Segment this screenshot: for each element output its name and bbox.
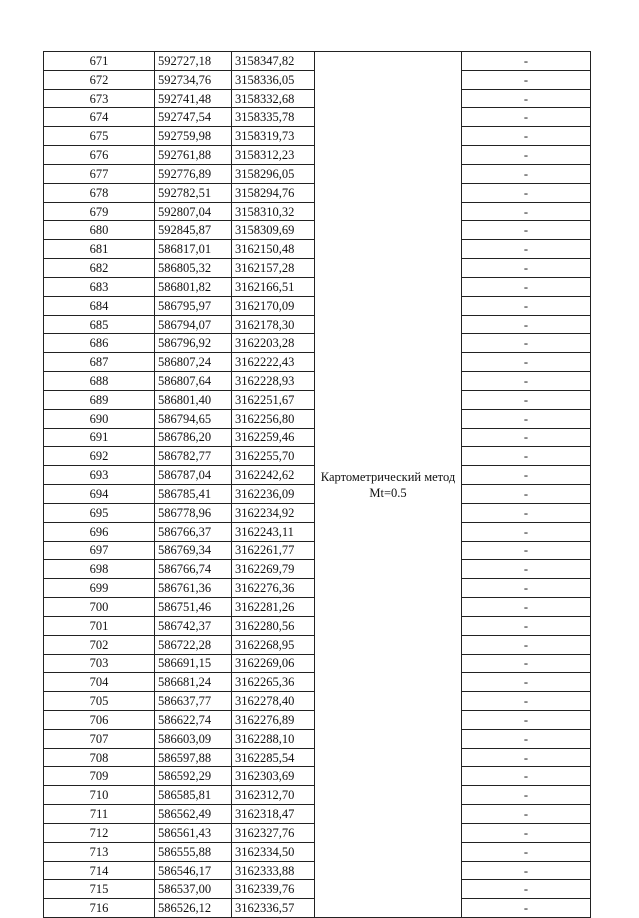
- accuracy-cell: -: [462, 616, 591, 635]
- accuracy-cell: -: [462, 315, 591, 334]
- y-coordinate-cell: 3162255,70: [232, 447, 315, 466]
- point-number-cell: 694: [44, 485, 155, 504]
- x-coordinate-cell: 592747,54: [155, 108, 232, 127]
- accuracy-cell: -: [462, 522, 591, 541]
- point-number-cell: 707: [44, 729, 155, 748]
- accuracy-cell: -: [462, 899, 591, 918]
- point-number-cell: 681: [44, 240, 155, 259]
- point-number-cell: 678: [44, 183, 155, 202]
- point-number-cell: 711: [44, 805, 155, 824]
- y-coordinate-cell: 3162276,36: [232, 579, 315, 598]
- point-number-cell: 695: [44, 503, 155, 522]
- y-coordinate-cell: 3162303,69: [232, 767, 315, 786]
- x-coordinate-cell: 592734,76: [155, 70, 232, 89]
- x-coordinate-cell: 592776,89: [155, 164, 232, 183]
- y-coordinate-cell: 3162170,09: [232, 296, 315, 315]
- y-coordinate-cell: 3162251,67: [232, 390, 315, 409]
- y-coordinate-cell: 3162236,09: [232, 485, 315, 504]
- accuracy-cell: -: [462, 164, 591, 183]
- point-number-cell: 710: [44, 786, 155, 805]
- method-cell: Картометрический метод Mt=0.5: [315, 52, 462, 918]
- x-coordinate-cell: 592782,51: [155, 183, 232, 202]
- accuracy-cell: -: [462, 503, 591, 522]
- accuracy-cell: -: [462, 861, 591, 880]
- y-coordinate-cell: 3162256,80: [232, 409, 315, 428]
- point-number-cell: 680: [44, 221, 155, 240]
- point-number-cell: 674: [44, 108, 155, 127]
- x-coordinate-cell: 592807,04: [155, 202, 232, 221]
- point-number-cell: 706: [44, 710, 155, 729]
- y-coordinate-cell: 3162259,46: [232, 428, 315, 447]
- y-coordinate-cell: 3162318,47: [232, 805, 315, 824]
- x-coordinate-cell: 586561,43: [155, 823, 232, 842]
- x-coordinate-cell: 586537,00: [155, 880, 232, 899]
- point-number-cell: 698: [44, 560, 155, 579]
- accuracy-cell: -: [462, 466, 591, 485]
- point-number-cell: 675: [44, 127, 155, 146]
- x-coordinate-cell: 586751,46: [155, 598, 232, 617]
- y-coordinate-cell: 3162312,70: [232, 786, 315, 805]
- x-coordinate-cell: 586796,92: [155, 334, 232, 353]
- x-coordinate-cell: 586546,17: [155, 861, 232, 880]
- x-coordinate-cell: 586766,74: [155, 560, 232, 579]
- y-coordinate-cell: 3158347,82: [232, 52, 315, 71]
- accuracy-cell: -: [462, 710, 591, 729]
- y-coordinate-cell: 3162288,10: [232, 729, 315, 748]
- accuracy-cell: -: [462, 767, 591, 786]
- x-coordinate-cell: 586782,77: [155, 447, 232, 466]
- x-coordinate-cell: 586742,37: [155, 616, 232, 635]
- point-number-cell: 686: [44, 334, 155, 353]
- y-coordinate-cell: 3162268,95: [232, 635, 315, 654]
- point-number-cell: 683: [44, 277, 155, 296]
- y-coordinate-cell: 3162203,28: [232, 334, 315, 353]
- y-coordinate-cell: 3162228,93: [232, 372, 315, 391]
- accuracy-cell: -: [462, 447, 591, 466]
- y-coordinate-cell: 3158335,78: [232, 108, 315, 127]
- accuracy-cell: -: [462, 428, 591, 447]
- point-number-cell: 679: [44, 202, 155, 221]
- point-number-cell: 704: [44, 673, 155, 692]
- y-coordinate-cell: 3162280,56: [232, 616, 315, 635]
- x-coordinate-cell: 586597,88: [155, 748, 232, 767]
- table-row: [44, 52, 591, 71]
- accuracy-cell: -: [462, 409, 591, 428]
- x-coordinate-cell: 586794,07: [155, 315, 232, 334]
- accuracy-cell: -: [462, 259, 591, 278]
- y-coordinate-cell: 3158332,68: [232, 89, 315, 108]
- point-number-cell: 699: [44, 579, 155, 598]
- accuracy-cell: -: [462, 390, 591, 409]
- point-number-cell: 688: [44, 372, 155, 391]
- x-coordinate-cell: 586766,37: [155, 522, 232, 541]
- y-coordinate-cell: 3158294,76: [232, 183, 315, 202]
- y-coordinate-cell: 3158319,73: [232, 127, 315, 146]
- point-number-cell: 715: [44, 880, 155, 899]
- point-number-cell: 700: [44, 598, 155, 617]
- accuracy-cell: -: [462, 692, 591, 711]
- y-coordinate-cell: 3162150,48: [232, 240, 315, 259]
- y-coordinate-cell: 3162265,36: [232, 673, 315, 692]
- accuracy-cell: -: [462, 880, 591, 899]
- x-coordinate-cell: 586807,24: [155, 353, 232, 372]
- y-coordinate-cell: 3158296,05: [232, 164, 315, 183]
- x-coordinate-cell: 586761,36: [155, 579, 232, 598]
- accuracy-cell: -: [462, 673, 591, 692]
- x-coordinate-cell: 592727,18: [155, 52, 232, 71]
- point-number-cell: 692: [44, 447, 155, 466]
- accuracy-cell: -: [462, 598, 591, 617]
- point-number-cell: 684: [44, 296, 155, 315]
- x-coordinate-cell: 586807,64: [155, 372, 232, 391]
- x-coordinate-cell: 586592,29: [155, 767, 232, 786]
- accuracy-cell: -: [462, 805, 591, 824]
- coordinates-table-body: [44, 52, 591, 918]
- point-number-cell: 690: [44, 409, 155, 428]
- point-number-cell: 689: [44, 390, 155, 409]
- accuracy-cell: -: [462, 842, 591, 861]
- accuracy-cell: -: [462, 240, 591, 259]
- y-coordinate-cell: 3162242,62: [232, 466, 315, 485]
- point-number-cell: 687: [44, 353, 155, 372]
- accuracy-cell: -: [462, 89, 591, 108]
- point-number-cell: 676: [44, 146, 155, 165]
- point-number-cell: 673: [44, 89, 155, 108]
- y-coordinate-cell: 3162285,54: [232, 748, 315, 767]
- point-number-cell: 713: [44, 842, 155, 861]
- accuracy-cell: -: [462, 372, 591, 391]
- accuracy-cell: -: [462, 277, 591, 296]
- y-coordinate-cell: 3158336,05: [232, 70, 315, 89]
- x-coordinate-cell: 586585,81: [155, 786, 232, 805]
- accuracy-cell: -: [462, 296, 591, 315]
- x-coordinate-cell: 586778,96: [155, 503, 232, 522]
- x-coordinate-cell: 586691,15: [155, 654, 232, 673]
- x-coordinate-cell: 586805,32: [155, 259, 232, 278]
- point-number-cell: 677: [44, 164, 155, 183]
- point-number-cell: 693: [44, 466, 155, 485]
- point-number-cell: 714: [44, 861, 155, 880]
- x-coordinate-cell: 586722,28: [155, 635, 232, 654]
- point-number-cell: 703: [44, 654, 155, 673]
- accuracy-cell: -: [462, 786, 591, 805]
- y-coordinate-cell: 3162336,57: [232, 899, 315, 918]
- accuracy-cell: -: [462, 579, 591, 598]
- x-coordinate-cell: 586622,74: [155, 710, 232, 729]
- y-coordinate-cell: 3158312,23: [232, 146, 315, 165]
- accuracy-cell: -: [462, 353, 591, 372]
- accuracy-cell: -: [462, 748, 591, 767]
- x-coordinate-cell: 586526,12: [155, 899, 232, 918]
- accuracy-cell: -: [462, 127, 591, 146]
- x-coordinate-cell: 592761,88: [155, 146, 232, 165]
- y-coordinate-cell: 3162178,30: [232, 315, 315, 334]
- x-coordinate-cell: 586801,40: [155, 390, 232, 409]
- x-coordinate-cell: 586555,88: [155, 842, 232, 861]
- point-number-cell: 682: [44, 259, 155, 278]
- accuracy-cell: -: [462, 541, 591, 560]
- point-number-cell: 671: [44, 52, 155, 71]
- x-coordinate-cell: 586817,01: [155, 240, 232, 259]
- accuracy-cell: -: [462, 52, 591, 71]
- point-number-cell: 701: [44, 616, 155, 635]
- coordinates-table: [43, 51, 591, 918]
- x-coordinate-cell: 586794,65: [155, 409, 232, 428]
- accuracy-cell: -: [462, 146, 591, 165]
- accuracy-cell: -: [462, 560, 591, 579]
- point-number-cell: 685: [44, 315, 155, 334]
- x-coordinate-cell: 586787,04: [155, 466, 232, 485]
- point-number-cell: 716: [44, 899, 155, 918]
- accuracy-cell: -: [462, 654, 591, 673]
- accuracy-cell: -: [462, 635, 591, 654]
- point-number-cell: 712: [44, 823, 155, 842]
- y-coordinate-cell: 3162269,79: [232, 560, 315, 579]
- accuracy-cell: -: [462, 334, 591, 353]
- accuracy-cell: -: [462, 108, 591, 127]
- point-number-cell: 702: [44, 635, 155, 654]
- y-coordinate-cell: 3158309,69: [232, 221, 315, 240]
- x-coordinate-cell: 586637,77: [155, 692, 232, 711]
- accuracy-cell: -: [462, 729, 591, 748]
- y-coordinate-cell: 3162339,76: [232, 880, 315, 899]
- point-number-cell: 672: [44, 70, 155, 89]
- x-coordinate-cell: 586769,34: [155, 541, 232, 560]
- point-number-cell: 697: [44, 541, 155, 560]
- y-coordinate-cell: 3162234,92: [232, 503, 315, 522]
- x-coordinate-cell: 586603,09: [155, 729, 232, 748]
- accuracy-cell: -: [462, 70, 591, 89]
- accuracy-cell: -: [462, 485, 591, 504]
- x-coordinate-cell: 586795,97: [155, 296, 232, 315]
- x-coordinate-cell: 586785,41: [155, 485, 232, 504]
- y-coordinate-cell: 3162261,77: [232, 541, 315, 560]
- y-coordinate-cell: 3162327,76: [232, 823, 315, 842]
- y-coordinate-cell: 3162222,43: [232, 353, 315, 372]
- y-coordinate-cell: 3162334,50: [232, 842, 315, 861]
- y-coordinate-cell: 3162243,11: [232, 522, 315, 541]
- x-coordinate-cell: 586562,49: [155, 805, 232, 824]
- accuracy-cell: -: [462, 823, 591, 842]
- point-number-cell: 705: [44, 692, 155, 711]
- y-coordinate-cell: 3162281,26: [232, 598, 315, 617]
- x-coordinate-cell: 586786,20: [155, 428, 232, 447]
- point-number-cell: 696: [44, 522, 155, 541]
- y-coordinate-cell: 3162276,89: [232, 710, 315, 729]
- x-coordinate-cell: 592845,87: [155, 221, 232, 240]
- x-coordinate-cell: 586801,82: [155, 277, 232, 296]
- x-coordinate-cell: 592741,48: [155, 89, 232, 108]
- y-coordinate-cell: 3162166,51: [232, 277, 315, 296]
- point-number-cell: 708: [44, 748, 155, 767]
- x-coordinate-cell: 592759,98: [155, 127, 232, 146]
- y-coordinate-cell: 3162333,88: [232, 861, 315, 880]
- y-coordinate-cell: 3162278,40: [232, 692, 315, 711]
- y-coordinate-cell: 3158310,32: [232, 202, 315, 221]
- y-coordinate-cell: 3162269,06: [232, 654, 315, 673]
- accuracy-cell: -: [462, 183, 591, 202]
- accuracy-cell: -: [462, 221, 591, 240]
- point-number-cell: 709: [44, 767, 155, 786]
- x-coordinate-cell: 586681,24: [155, 673, 232, 692]
- point-number-cell: 691: [44, 428, 155, 447]
- accuracy-cell: -: [462, 202, 591, 221]
- y-coordinate-cell: 3162157,28: [232, 259, 315, 278]
